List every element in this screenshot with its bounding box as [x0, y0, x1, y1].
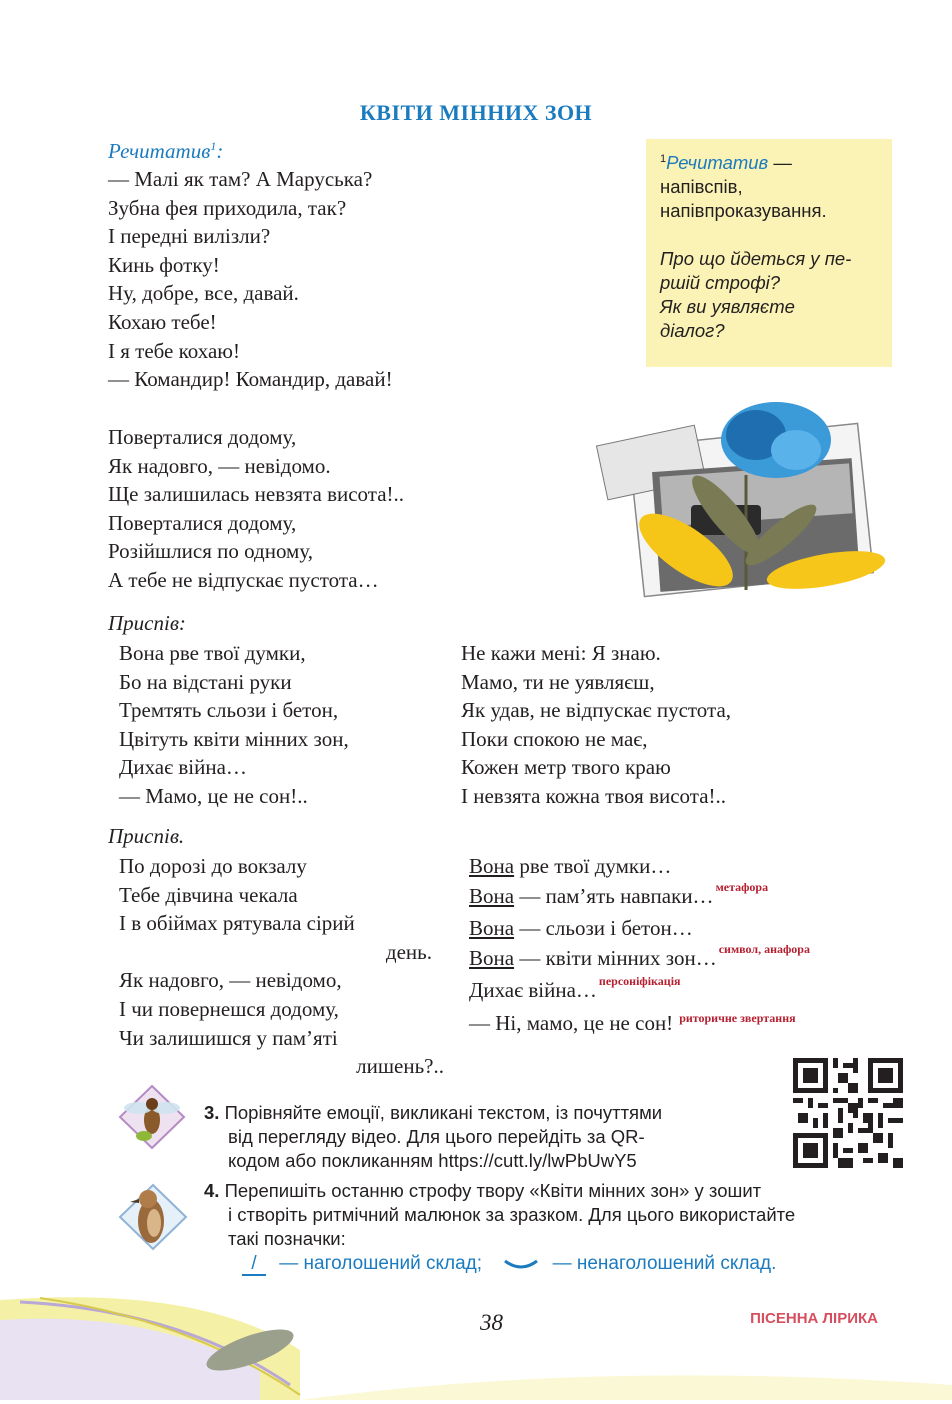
task-number: 3. — [204, 1102, 220, 1123]
chorus-label: Приспів: — [108, 611, 186, 635]
verse-line: Розійшлися по одному, — [108, 539, 313, 564]
anaphora-word: Вона — [469, 916, 515, 940]
verse-line: І невзята кожна твоя висота!.. — [461, 783, 727, 808]
verse-line: Тремтять сльози і бетон, — [119, 698, 339, 723]
verse-line: Кожен метр твого краю — [461, 755, 671, 780]
verse-line: Дихає війна… — [119, 755, 247, 780]
anaphora-word: Вона — [469, 883, 515, 908]
flower-collage-illustration — [596, 395, 886, 610]
verse-line: І я тебе кохаю! — [108, 338, 240, 363]
recitative-term: Речитатив — [108, 139, 211, 163]
annotated-line — [469, 976, 810, 1009]
task-text-line: від перегляду відео. Для цього перейдіть за QR- — [228, 1126, 645, 1147]
task-4 — [204, 1179, 795, 1251]
recitative-colon: : — [216, 139, 224, 163]
anaphora-word: Вона — [469, 945, 515, 970]
unstressed-syllable-symbol — [501, 1255, 541, 1273]
annotated-line — [469, 852, 810, 882]
line-text: рве твої думки… — [514, 854, 672, 878]
sidebox-question-line: Як ви уявляєте — [660, 296, 795, 318]
line-text: — пам’ять навпаки… — [514, 883, 714, 908]
verse-line: Поки спокою не має, — [461, 726, 648, 751]
verse-line: Не кажи мені: Я знаю. — [461, 641, 661, 665]
verse-line: Тебе дівчина чекала — [119, 882, 298, 907]
page-number: 38 — [480, 1310, 503, 1335]
task-text-line: Порівняйте емоції, викликані текстом, із почуттями — [224, 1102, 663, 1123]
annotated-line — [469, 879, 810, 915]
recitative-stanza — [108, 165, 393, 394]
rhythm-legend — [242, 1253, 776, 1276]
annotated-line — [469, 914, 810, 944]
verse-line: Зубна фея приходила, так? — [108, 195, 347, 220]
section-name: ПІСЕННА ЛІРИКА — [750, 1310, 878, 1327]
verse-line: По дорозі до вокзалу — [119, 854, 307, 878]
anaphora-word: Вона — [469, 854, 515, 878]
unstressed-syllable-text: — ненаголошений склад. — [552, 1253, 777, 1274]
verse-line: Вона рве твої думки, — [119, 641, 306, 665]
device-note: риторичне звертання — [679, 1010, 796, 1025]
annotated-final-stanza — [469, 852, 810, 1041]
verse-line: Поверталися додому, — [108, 510, 297, 535]
stressed-syllable-symbol: / — [242, 1254, 266, 1276]
verse-line: Ще залишилась невзята висота!.. — [108, 482, 405, 507]
verse-line: Ну, добре, все, давай. — [108, 281, 299, 306]
verse-stanza-3 — [461, 639, 731, 811]
chorus-left-column — [119, 639, 349, 811]
task-text-line: такі позначки: — [228, 1228, 346, 1249]
verse-line: Кохаю тебе! — [108, 309, 217, 334]
sidebox-question-line: діалог? — [660, 320, 725, 342]
verse-line: Як надовго, — невідомо. — [108, 453, 331, 478]
sidebox-definition-line: напівпроказування. — [660, 200, 827, 222]
page-title: КВІТИ МІННИХ ЗОН — [359, 100, 593, 125]
verse-line: — Мамо, це не сон!.. — [119, 783, 308, 808]
device-note: символ, анафора — [718, 941, 810, 956]
bird-icon — [118, 1183, 188, 1251]
verse-line: лишень?.. — [356, 1054, 444, 1079]
verse-stanza-4 — [119, 852, 444, 1081]
task-text-line: Перепишіть останню строфу твору «Квіти мінних зон» у зошит — [224, 1180, 762, 1201]
definition-sidebox — [646, 139, 892, 367]
verse-line: Кинь фотку! — [108, 252, 220, 277]
sidebox-question-line: Про що йдеться у пе- — [660, 248, 852, 270]
verse-line: — Малі як там? А Маруська? — [108, 167, 373, 191]
verse-stanza-2 — [108, 423, 404, 595]
verse-line: І в обіймах рятувала сірий — [119, 911, 355, 936]
sidebox-definition-line: напівспів, — [660, 176, 743, 198]
chorus-repeat-label: Приспів. — [108, 824, 185, 848]
line-text: — сльози і бетон… — [514, 916, 693, 940]
verse-line: — Командир! Командир, давай! — [108, 367, 393, 392]
annotated-line — [469, 1009, 810, 1042]
annotated-line — [469, 941, 810, 977]
sidebox-term: Речитатив — [666, 152, 769, 174]
verse-line: Поверталися додому, — [108, 425, 297, 449]
verse-line: Як надовго, — невідомо, — [119, 968, 342, 993]
decorative-footer-swirl — [0, 1290, 952, 1400]
verse-line: Мамо, ти не уявляєш, — [461, 669, 655, 694]
task-text-line: і створіть ритмічний малюнок за зразком. Для цього використайте — [228, 1204, 796, 1225]
task-number: 4. — [204, 1180, 220, 1201]
qr-code[interactable] — [793, 1058, 903, 1168]
sidebox-dash: — — [768, 152, 792, 174]
device-note: метафора — [715, 879, 769, 894]
stressed-syllable-text: — наголошений склад; — [279, 1253, 483, 1274]
sidebox-sup: 1 — [660, 153, 667, 165]
insect-icon — [118, 1084, 186, 1150]
verse-line: Як удав, не відпускає пустота, — [461, 698, 732, 723]
verse-line: Цвітуть квіти мінних зон, — [119, 726, 349, 751]
task-text-line[interactable]: кодом або покликанням https://cutt.ly/lwPbUwY5 — [228, 1150, 637, 1171]
sidebox-question-line: ршій строфі? — [660, 272, 781, 294]
task-3 — [204, 1101, 662, 1173]
device-note: персоніфікація — [598, 974, 681, 988]
verse-line: Чи залишишся у пам’яті — [119, 1025, 338, 1050]
line-text: — Ні, мамо, це не сон! — [469, 1010, 674, 1035]
verse-line: А тебе не відпускає пустота… — [108, 567, 379, 592]
line-text: Дихає війна… — [469, 978, 597, 1002]
verse-line: Бо на відстані руки — [119, 669, 292, 694]
footnote-marker: 1 — [210, 139, 217, 153]
verse-line: І передні вилізли? — [108, 224, 271, 249]
verse-line: І чи повернешся додому, — [119, 996, 339, 1021]
recitative-label — [108, 139, 223, 164]
verse-line: день. — [385, 939, 432, 964]
line-text: — квіти мінних зон… — [514, 945, 717, 970]
